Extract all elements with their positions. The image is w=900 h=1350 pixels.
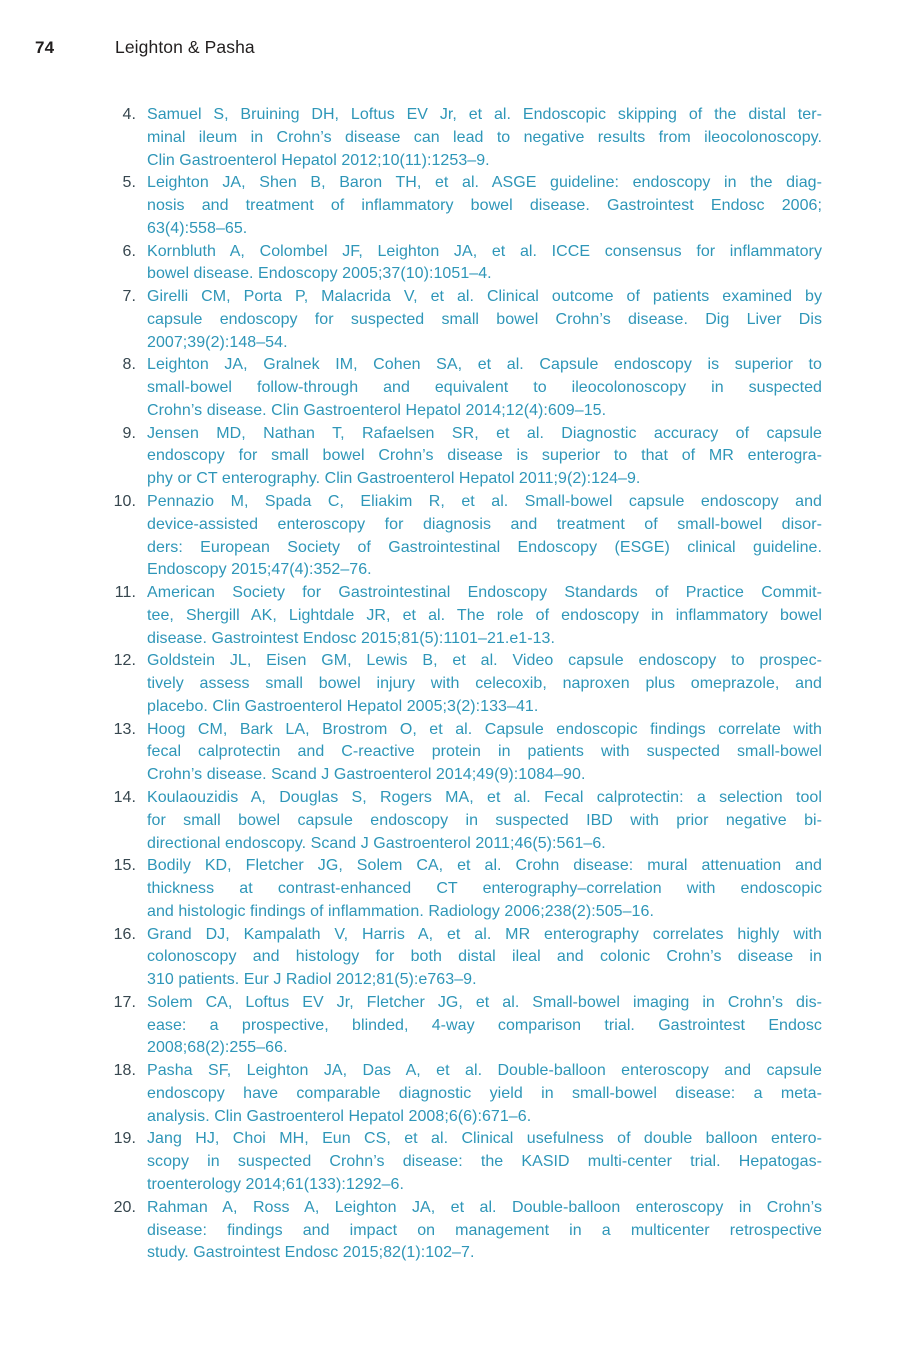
reference-number: 9. [122,424,136,442]
reference-line: Endoscopy 2015;47(4):352–76. [147,561,372,579]
reference-number: 19. [113,1130,136,1148]
reference-item [100,719,822,787]
reference-line: troenterology 2014;61(133):1292–6. [147,1175,405,1193]
reference-line: ease: a prospective, blinded, 4-way comparison trial. Gastrointest Endosc [147,1016,822,1034]
reference-number: 11. [114,584,136,602]
reference-line: study. Gastrointest Endosc 2015;82(1):102–7. [147,1244,475,1262]
reference-line: 2007;39(2):148–54. [147,333,288,351]
reference-item [100,1128,822,1196]
reference-item [100,582,822,650]
reference-number: 12. [113,652,136,670]
reference-number: 5. [122,174,136,192]
reference-line: phy or CT enterography. Clin Gastroenterol Hepatol 2011;9(2):124–9. [147,470,641,488]
reference-number: 8. [122,356,136,374]
reference-line: American Society for Gastrointestinal Endoscopy Standards of Practice Commit- [147,584,822,602]
reference-line: and histologic findings of inflammation. Radiology 2006;238(2):505–16. [147,902,654,920]
reference-line: 2008;68(2):255–66. [147,1039,288,1057]
page-number: 74 [35,38,55,57]
reference-line: Crohn’s disease. Scand J Gastroenterol 2014;49(9):1084–90. [147,766,586,784]
reference-item [100,787,822,855]
reference-line: tee, Shergill AK, Lightdale JR, et al. The role of endoscopy in inflammatory bowel [147,606,822,624]
reference-number: 20. [113,1198,136,1216]
reference-link-text[interactable] [147,286,822,354]
reference-link-text[interactable] [147,241,822,287]
reference-number: 17. [113,993,136,1011]
reference-link-text[interactable] [147,650,822,718]
reference-line: Crohn’s disease. Clin Gastroenterol Hepatol 2014;12(4):609–15. [147,401,607,419]
reference-line: scopy in suspected Crohn’s disease: the KASID multi-center trial. Hepatogas- [147,1153,822,1171]
reference-line: nosis and treatment of inflammatory bowel disease. Gastrointest Endosc 2006; [147,197,822,215]
reference-line: Girelli CM, Porta P, Malacrida V, et al. Clinical outcome of patients examined by [147,288,822,306]
reference-link-text[interactable] [147,354,822,422]
reference-line: thickness at contrast-enhanced CT enterography–correlation with endoscopic [147,880,822,898]
reference-link-text[interactable] [147,855,822,923]
reference-item [100,354,822,422]
reference-number: 15. [113,857,136,875]
reference-line: Rahman A, Ross A, Leighton JA, et al. Double-balloon enteroscopy in Crohn’s [147,1198,822,1216]
reference-link-text[interactable] [147,992,822,1060]
reference-line: endoscopy have comparable diagnostic yield in small-bowel disease: a meta- [147,1084,822,1102]
reference-line: colonoscopy and histology for both distal ileal and colonic Crohn’s disease in [147,948,822,966]
reference-line: Koulaouzidis A, Douglas S, Rogers MA, et al. Fecal calprotectin: a selection tool [147,788,822,806]
reference-item [100,855,822,923]
reference-line: Pennazio M, Spada C, Eliakim R, et al. Small-bowel capsule endoscopy and [147,493,822,511]
reference-line: analysis. Clin Gastroenterol Hepatol 2008;6(6):671–6. [147,1107,532,1125]
reference-item [100,104,822,172]
reference-line: bowel disease. Endoscopy 2005;37(10):1051–4. [147,265,492,283]
reference-number: 7. [122,288,136,306]
reference-line: Leighton JA, Gralnek IM, Cohen SA, et al. Capsule endoscopy is superior to [147,356,822,374]
reference-link-text[interactable] [147,1060,822,1128]
reference-line: disease. Gastrointest Endosc 2015;81(5):1101–21.e1-13. [147,629,556,647]
reference-number: 14. [113,788,136,806]
reference-link-text[interactable] [147,172,822,240]
reference-line: minal ileum in Crohn’s disease can lead to negative results from ileocolonoscopy. [147,128,822,146]
reference-item [100,650,822,718]
reference-link-text[interactable] [147,423,822,491]
reference-item [100,992,822,1060]
reference-line: Hoog CM, Bark LA, Brostrom O, et al. Capsule endoscopic findings correlate with [147,720,822,738]
reference-line: capsule endoscopy for suspected small bowel Crohn’s disease. Dig Liver Dis [147,310,822,328]
reference-line: Jang HJ, Choi MH, Eun CS, et al. Clinical usefulness of double balloon entero- [147,1130,822,1148]
reference-line: device-assisted enteroscopy for diagnosis and treatment of small-bowel disor- [147,515,822,533]
reference-line: disease: findings and impact on management in a multicenter retrospective [147,1221,822,1239]
reference-line: Bodily KD, Fletcher JG, Solem CA, et al. Crohn disease: mural attenuation and [147,857,822,875]
reference-line: 310 patients. Eur J Radiol 2012;81(5):e763–9. [147,971,477,989]
reference-item [100,423,822,491]
reference-item [100,1060,822,1128]
reference-link-text[interactable] [147,491,822,582]
reference-line: ders: European Society of Gastrointestinal Endoscopy (ESGE) clinical guideline. [147,538,822,556]
reference-line: directional endoscopy. Scand J Gastroenterol 2011;46(5):561–6. [147,834,606,852]
reference-item [100,286,822,354]
reference-line: Grand DJ, Kampalath V, Harris A, et al. MR enterography correlates highly with [147,925,822,943]
reference-line: 63(4):558–65. [147,219,248,237]
reference-item [100,1197,822,1265]
reference-line: small-bowel follow-through and equivalent to ileocolonoscopy in suspected [147,379,822,397]
reference-number: 10. [113,493,136,511]
reference-line: Solem CA, Loftus EV Jr, Fletcher JG, et al. Small-bowel imaging in Crohn’s dis- [147,993,822,1011]
reference-item [100,491,822,582]
reference-number: 13. [113,720,136,738]
reference-item [100,172,822,240]
reference-number: 16. [113,925,136,943]
reference-number: 6. [122,242,136,260]
reference-link-text[interactable] [147,924,822,992]
reference-line: Goldstein JL, Eisen GM, Lewis B, et al. Video capsule endoscopy to prospec- [147,652,822,670]
reference-line: placebo. Clin Gastroenterol Hepatol 2005;3(2):133–41. [147,697,539,715]
reference-line: endoscopy for small bowel Crohn’s disease is superior to that of MR enterogra- [147,447,822,465]
reference-item [100,924,822,992]
reference-line: Clin Gastroenterol Hepatol 2012;10(11):1253–9. [147,151,490,169]
reference-line: fecal calprotectin and C-reactive protein in patients with suspected small-bowel [147,743,822,761]
reference-line: tively assess small bowel injury with celecoxib, naproxen plus omeprazole, and [147,675,822,693]
reference-link-text[interactable] [147,1197,822,1265]
reference-line: Kornbluth A, Colombel JF, Leighton JA, et al. ICCE consensus for inflammatory [147,242,822,260]
page-header [35,37,255,58]
reference-number: 4. [122,106,136,123]
reference-link-text[interactable] [147,1128,822,1196]
running-head: Leighton & Pasha [115,37,255,57]
reference-link-text[interactable] [147,104,822,172]
reference-number: 18. [113,1062,136,1080]
reference-list [100,104,822,1265]
reference-link-text[interactable] [147,582,822,650]
reference-item [100,241,822,287]
reference-line: for small bowel capsule endoscopy in suspected IBD with prior negative bi- [147,811,822,829]
reference-line: Jensen MD, Nathan T, Rafaelsen SR, et al. Diagnostic accuracy of capsule [147,424,822,442]
reference-line: Leighton JA, Shen B, Baron TH, et al. ASGE guideline: endoscopy in the diag- [147,174,822,192]
reference-line: Samuel S, Bruining DH, Loftus EV Jr, et al. Endoscopic skipping of the distal ter- [147,106,822,123]
reference-link-text[interactable] [147,787,822,855]
reference-line: Pasha SF, Leighton JA, Das A, et al. Double-balloon enteroscopy and capsule [147,1062,822,1080]
reference-link-text[interactable] [147,719,822,787]
